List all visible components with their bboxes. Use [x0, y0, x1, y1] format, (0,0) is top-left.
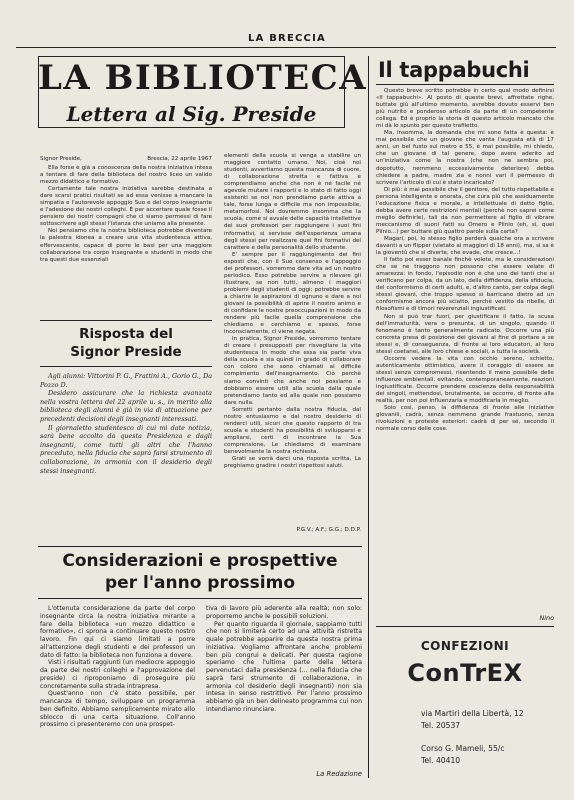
- biblioteca-signatures: P.G.V.; A.F.; G.G.; D.D.P.: [296, 527, 361, 533]
- paragraph: Sorretti pertanto dalla nostra fiducia, dal nostro entusiasmo e dal nostro desiderio di renderci utili, sicuri che questo rapporto di tra scuola e studenti ha possibilità di svilupparsi e ampliarsi, certi di incontrare la Sua comprensione, Le chiediamo di esaminare benevolmente la nostra richiesta.: [224, 406, 361, 455]
- column-divider: [368, 56, 369, 778]
- tappabuchi-title: Il tappabuchi: [378, 58, 530, 82]
- advert-address2: Corso G. Mameli, 55/c: [421, 744, 505, 753]
- paragraph: Il fatto poi esser banale finchè volete, ma le considerazioni che se ne traggono non possono che essere velate di amarezza: in fondo, l'episodio non è che uno dei tanti che si verificano per colpa, da un lato, della diffidenza, della sfiducia, del conformismo di certi adulti, e, d'altro canto, per colpa degli stessi giovani, che troppo spesso si barricano dietro ad un conformismo ancora più sciatto, perchè vestito da ribelle, di filosofismi e di timori reverenziali ingiustificati.: [376, 257, 554, 313]
- risposta-title-line2: Signor Preside: [70, 344, 182, 360]
- tappabuchi-body: [376, 88, 554, 611]
- paragraph: tiva di lavoro più aderente alla realtà; non solo: proporremo anche le possibili soluzioni.: [206, 605, 362, 620]
- paragraph: Grati se vorrà darci una risposta scritta, La preghiamo gradire i nostri rispettosi saluti.: [224, 456, 361, 470]
- paragraph: Ma, insomma, la domanda che mi sono fatta è questa: è mai possibile che un giovane che vanta l'augusta età di 17 anni, un bel fusto sul metro e 55, è mai possibile, mi chiedo, che un giovane di tal genere, dopo avere aderito ad un'iniziativa come la nostra (che non ne sembra poi, dopotutto, nemmeno eccessivamente deteriore) debba chiedere a padre, madre zia e nonni vari il permesso di scrivere l'articolo di cui è stato incaricato?: [376, 130, 554, 186]
- considerazioni-rule-top: [38, 546, 362, 547]
- advert-phone1: Tel. 20537: [421, 721, 461, 730]
- tappabuchi-signature: Nino: [539, 614, 554, 622]
- biblioteca-col2: [224, 153, 361, 523]
- risposta-body: [40, 372, 212, 532]
- paragraph: Occorre vedere la vita con occhio sereno, schietto, autenticamente ottimistico, avere il coraggio di essere se stessi senza compromessi, risentendo il meno possibile delle influenze ambientali, evitando, contemporaneamente, reazioni ingiustificate. Occorre prendere coscienza della responsabilità dei singoli, mettendosi, brutalmente, se occorre, di fronte alla realtà, per non poi influenzarla e modificarla in meglio.: [376, 355, 554, 405]
- risposta-title-line1: Risposta del: [79, 326, 173, 342]
- advert-address1: via Martiri della Libertà, 12: [421, 709, 524, 718]
- paragraph: Noi pensiamo che la nostra biblioteca potrebbe diventare la palestra idonea a creare una vita studentesca attiva, effervescente, capace di porre le basi per una maggiore collaborazione tra corpo insegnante e studenti in modo che tra questi due essenziali: [40, 228, 212, 263]
- paragraph: Agli alunni: Vittorini P. G., Frattini A., Gorio G., Da Pozzo D.: [40, 372, 212, 389]
- paragraph: Magari, poi, lo stesso figlio perderà qualche ora a scrivere davanti a un flipper (vietato ai maggiori di 18 anni), ma, si sa è la gioventù che si diverte, che evade, che cresce...!: [376, 235, 554, 257]
- paragraph: E' sempre per il raggiungimento dei fini esposti che, con il Suo consenso e l'appoggio dei professori, vorremmo dare vita ad un nostro periodico. Esso potrebbe servire a rilevare gli illustrare, se non tutti, almeno i maggiori problemi degli studenti di oggi; potrebbe servire a chiarire le aspirazioni di ognuno e dare a noi giovani la possibilità di aprire il nostro animo e di confidare le nostre preoccupazioni in modo da rendere più facile quella comprensione che chiediamo e cerchiamo e spesso, forse inconsciamente, ci viene negata.: [224, 251, 361, 336]
- tappabuchi-rule: [376, 84, 554, 85]
- considerazioni-col1: [40, 605, 195, 775]
- salutation: Signor Preside,: [40, 156, 82, 162]
- header-rule: [16, 47, 556, 48]
- advert-phone2: Tel. 40410: [421, 756, 461, 765]
- paragraph: L'ottenuta considerazione da parte del corpo insegnante circa la nostra iniziativa mirante a fare della biblioteca «un mezzo didattico e formativo», ci sprona a continuare questo nostro lavoro. Fin qui ci siamo limitati a porre all'attenzione degli studenti e dei professori un dato di fatto: la biblioteca non funziona a dovere.: [40, 605, 195, 659]
- paragraph: Ella forse è già a conoscenza della nostra iniziativa intesa a tentare di fare della biblioteca del nostro liceo un valido mezzo didattico e formativo.: [40, 165, 212, 186]
- considerazioni-title-line1: Considerazioni e prospettive: [62, 551, 338, 571]
- paragraph: Questo breve scritto potrebbe in certo qual modo definirsi «Il tappabuchi». Al posto di queste brevi, affrettate righe, buttate giù all'ultimo momento, avrebbe dovuto esservi ben più nutrito e ponderoso articolo da parte di un competente collega. Ed è proprio la storia di questo articolo mancato che mi dà lo spunto per questo trafiletto.: [376, 88, 554, 130]
- biblioteca-col1: [40, 165, 212, 285]
- paragraph: Visti i risultati raggiunti (un mediocre appoggio da parte dei nostri colleghi e l'approvazione del preside) ci riproponiamo di proseguire più concretamente sulla strada intrapresa.: [40, 659, 195, 690]
- advert-line1: CONFEZIONI: [420, 639, 510, 653]
- running-head: LA BRECCIA: [248, 33, 326, 44]
- advert-rule-top: [376, 626, 554, 627]
- considerazioni-rule-bottom: [38, 598, 362, 599]
- risposta-rule-bottom: [40, 366, 212, 367]
- paragraph: In pratica, Signor Preside, vorremmo tentare di creare i presupposti per risvegliare la vita studentesca in modo che essa sia parte viva della scuola e sia quindi in grado di collaborare con coloro che sono chiamati al difficile compimento dell'insegnamento. Ciò perchè siamo convinti che anche noi possiamo e dobbiamo essere utili alla scuola dalla quale pretendiamo tanto ed alla quale non possiamo dare nulla.: [224, 336, 361, 406]
- biblioteca-subtitle: Lettera al Sig. Preside: [66, 102, 317, 126]
- paragraph: Non si può trar fuori, per giustificare il fatto, la scusa dell'immaturità, vera o presunta, di un singolo, quando il fenomeno è tanto generalmente radicato. Occorre una più concreta presa di posizione dei giovani al fine di portare a se stessi e, di conseguenza, di fronte ai loro educatori, al loro stessi coetanei, alle loro chiese e sociali, a tutta la società.: [376, 313, 554, 355]
- paragraph: Per quanto riguarda il giornale, sappiamo tutti che non si limiterà certo ad una attività ristretta quale potrebbe apparire da questa nostra prima iniziativa. Vogliamo affrontare anche problemi ben più congrui e delicati. Per questa ragione speriamo che l'ultima parte della lettera pervenutaci dalla presidenza (... nella fiducia che saprà farsi strumento di collaborazione, in armonia col desiderio degli insegnanti) non sia intesa in senso restrittivo. Per l'anno prossimo abbiamo già un ben delineato programma cui non intendiamo rinunciare.: [206, 620, 362, 713]
- paragraph: elementi della scuola si venga a stabilire un maggiore contatto umano. Noi, cioè noi studenti, avvertiamo questa mancanza di cuore, di collaborazione stretta e fattiva e comprendiamo anche che non è né facile né agevole mutare i rapporti e lo stato di fatto oggi esistenti se noi non prendiamo parte attiva a tale, forse lunga e difficile ma non impossibile, metamorfosi. Noi dovremmo insomma che la scuola, come si avvale delle capacità intellettive dei suoi professori per raggiungere i suoi fini informativi, si servisse dell'esperienza umana degli stessi per realizzare quei fini formativi del carattere e della personalità dello studente.: [224, 153, 361, 251]
- paragraph: Desidero assicurare che la richiesta avanzata nella vostra lettera del 22 aprile u. s., in merito alla biblioteca degli alunni è già in via di attuazione per precedenti decisioni degli insegnanti interessati.: [40, 389, 212, 423]
- paragraph: Il giornaletto studentesco di cui mi date notizia, sarà bene accolto da questa Presidenza e dagli insegnanti, come tutti gli altri che l'hanno preceduto, nella fiducia che saprà farsi strumento di collaborazione, in armonia con il desiderio degli stessi insegnanti.: [40, 423, 212, 475]
- risposta-rule-top: [40, 320, 212, 321]
- paragraph: Solo così, penso, la diffidenza di fronte alle iniziative giovanili, cadrà, senza nemmeno grande frastuono, senza rivoluzioni e proteste esteriori: cadrà di per sé, secondo il normale corso delle cose.: [376, 405, 554, 433]
- dateline: Brescia, 22 aprile 1967: [147, 156, 212, 162]
- considerazioni-col2: [206, 605, 362, 753]
- paragraph: Certamente tale nostra iniziativa sarebbe destinata a dare scarsi pratici risultati se ad essa venisse a mancare la simpatia e l'autorevole appoggio Suo e del corpo insegnante e l'adesione dei nostri colleghi. È per accertare quale fosse il pensiero dei nostri compagni che ci siamo permessi di fare sottoscrivere agli stessi l'istanza che uniamo alla presente.: [40, 186, 212, 228]
- considerazioni-title-line2: per l'anno prossimo: [105, 573, 295, 593]
- advert-brand: ConTrEX: [407, 659, 523, 687]
- considerazioni-signature: La Redazione: [316, 770, 362, 778]
- biblioteca-title: LA BIBLIOTECA: [38, 58, 368, 98]
- paragraph: Quest'anno non c'è stato possibile, per mancanza di tempo, sviluppare un programma ben definito. Abbiamo semplicemente mirato allo sblocco di una certa situazione. Coll'anno prossimo ci presenteremo con una prospet-: [40, 690, 195, 729]
- paragraph: Di più: è mai possibile che il genitore, del tutto rispettabile e persona intelligente e onorata, che cura più che assiduamente l'educazione fisica e morale, e intellettuale di detto figlio, debba avere certe restrizioni mentali (perchè non saprei come meglio definirle), tali da non permettere al figlio di vibrare meccanismo di suoni fatti su Omero e Plinio (eh, sì, quei Plinio...) per buttare giù quattro parole sulla carta?: [376, 186, 554, 235]
